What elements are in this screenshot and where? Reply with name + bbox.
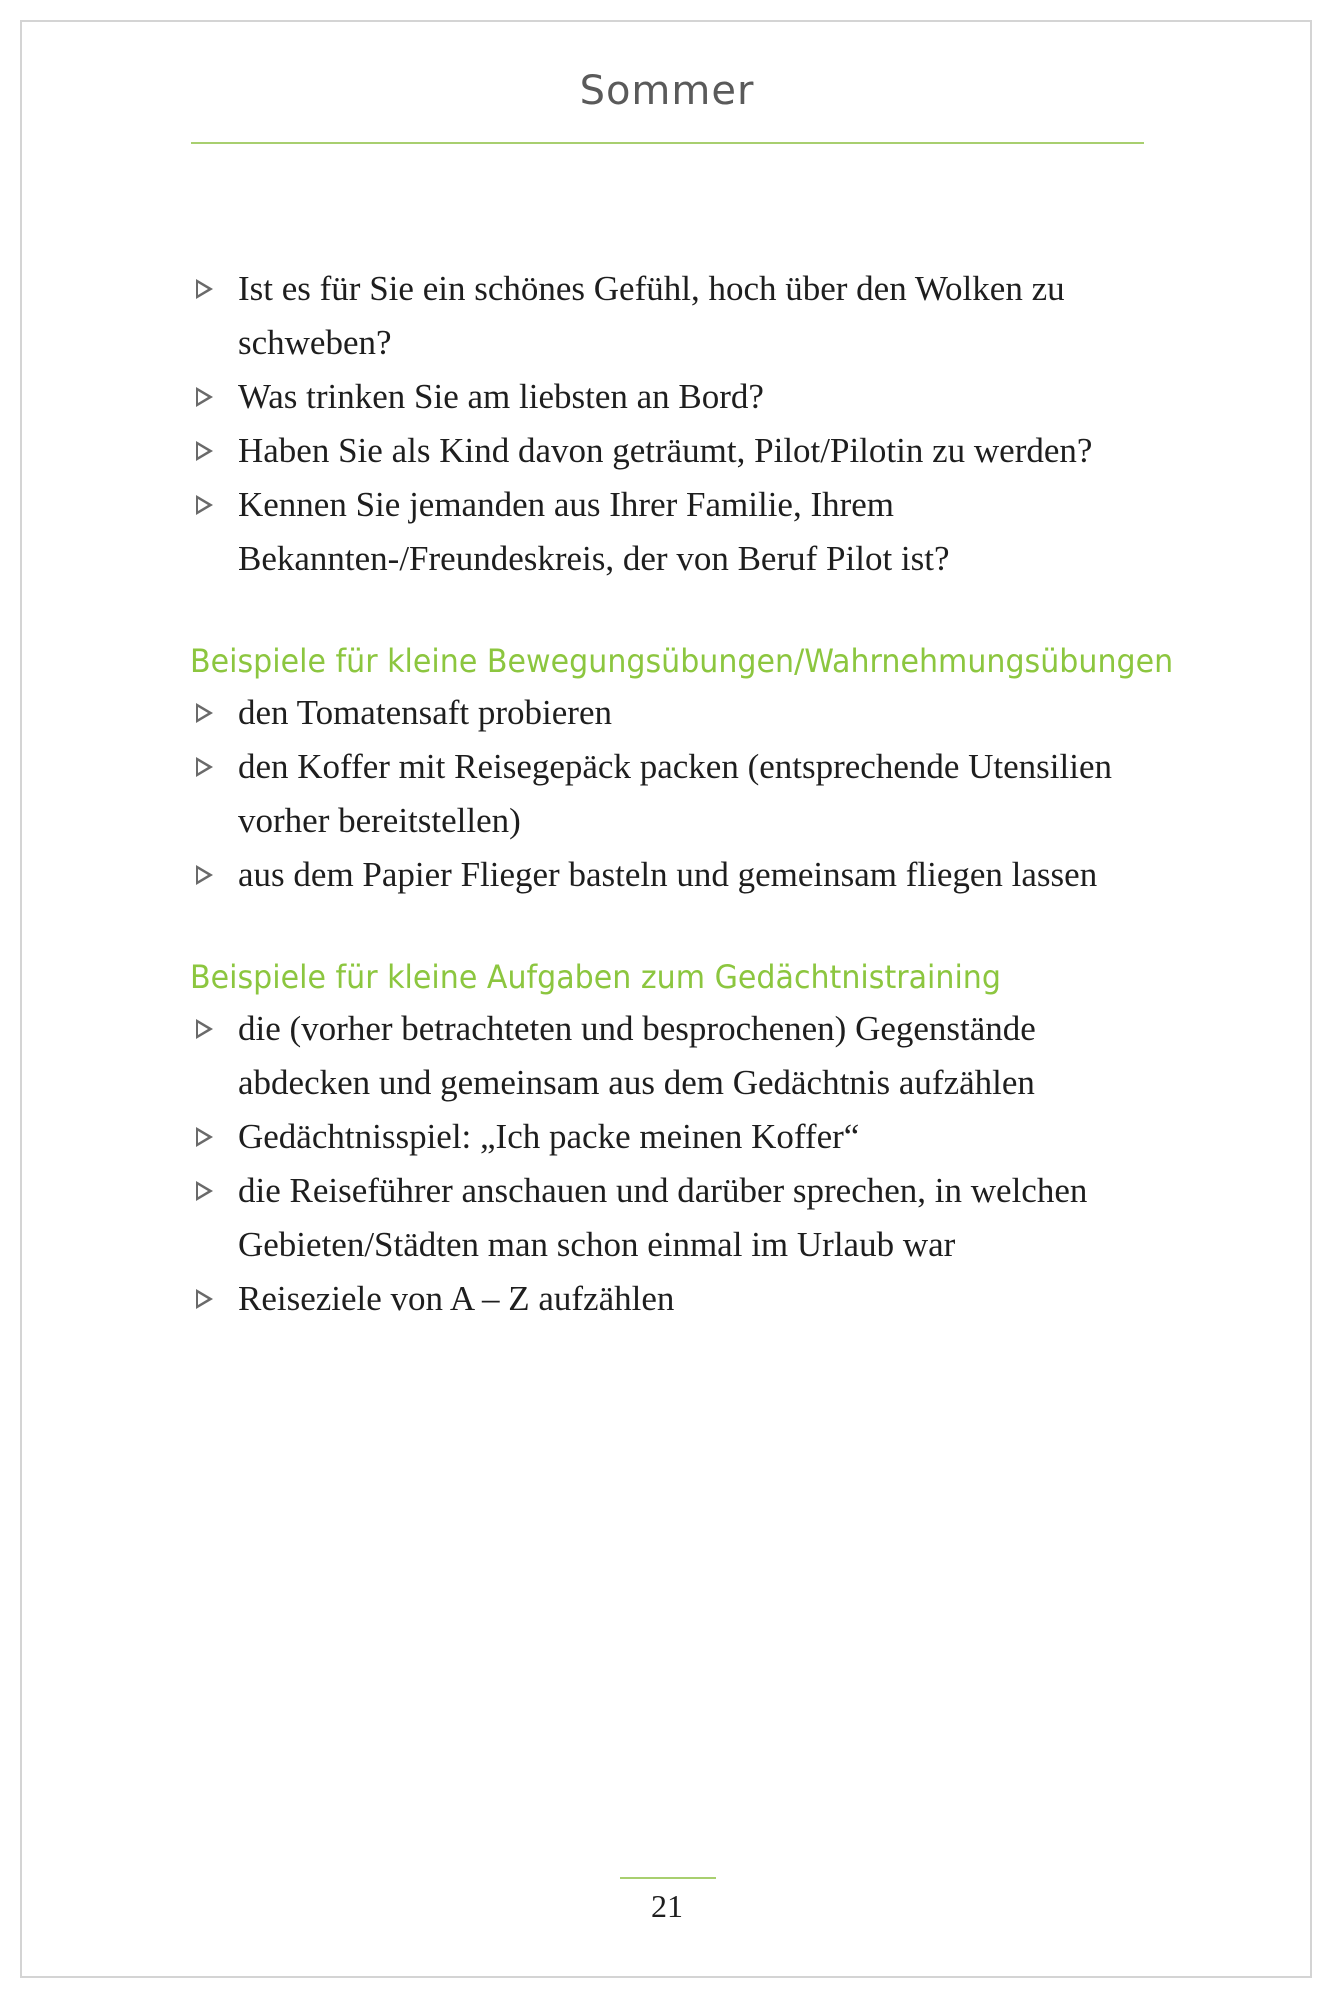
question-text: Kennen Sie jemanden aus Ihrer Familie, Ihrem Bekannten-/Freundeskreis, der von Beruf Pilot ist? (238, 485, 950, 578)
question-text: Was trinken Sie am liebsten an Bord? (238, 377, 764, 416)
list-item-text: aus dem Papier Flieger basteln und gemeinsam fliegen lassen (238, 855, 1098, 894)
triangle-bullet-icon (196, 1019, 213, 1039)
question-item (190, 424, 1150, 478)
list-item (190, 1110, 1150, 1164)
list-item (190, 1002, 1150, 1110)
page-content (190, 262, 1174, 1326)
triangle-bullet-icon (196, 703, 213, 723)
footer-rule (620, 1877, 716, 1879)
memory-list (190, 1002, 1150, 1326)
question-item (190, 478, 1150, 586)
list-item-text: die (vorher betrachteten und besprochenen) Gegenstände abdecken und gemeinsam aus dem Gedächtnis aufzählen (238, 1009, 1036, 1102)
triangle-bullet-icon (196, 757, 213, 777)
question-text: Haben Sie als Kind davon geträumt, Pilot/Pilotin zu werden? (238, 431, 1093, 470)
triangle-bullet-icon (196, 865, 213, 885)
list-item (190, 740, 1150, 848)
list-item-text: Reiseziele von A – Z aufzählen (238, 1279, 675, 1318)
page-number: 21 (651, 1888, 683, 1924)
question-item (190, 370, 1150, 424)
list-item (190, 1272, 1150, 1326)
triangle-bullet-icon (196, 279, 213, 299)
triangle-bullet-icon (196, 1181, 213, 1201)
list-item (190, 848, 1150, 902)
list-item (190, 1164, 1150, 1272)
question-list (190, 262, 1150, 586)
triangle-bullet-icon (196, 441, 213, 461)
triangle-bullet-icon (196, 1289, 213, 1309)
triangle-bullet-icon (196, 495, 213, 515)
list-item-text: den Tomatensaft probieren (238, 693, 612, 732)
running-head-title: Sommer (579, 68, 755, 114)
triangle-bullet-icon (196, 387, 213, 407)
list-item-text: den Koffer mit Reisegepäck packen (entsprechende Utensilien vorher bereitstellen) (238, 747, 1113, 840)
list-item-text: die Reiseführer anschauen und darüber sprechen, in welchen Gebieten/Städten man schon einmal im Urlaub war (238, 1171, 1088, 1264)
triangle-bullet-icon (196, 1127, 213, 1147)
memory-section-heading: Beispiele für kleine Aufgaben zum Gedächtnistraining (190, 958, 1001, 996)
question-text: Ist es für Sie ein schönes Gefühl, hoch über den Wolken zu schweben? (238, 269, 1065, 362)
movement-list (190, 686, 1150, 902)
list-item (190, 686, 1150, 740)
list-item-text: Gedächtnisspiel: „Ich packe meinen Koffer“ (238, 1117, 860, 1156)
movement-section-heading: Beispiele für kleine Bewegungsübungen/Wahrnehmungsübungen (190, 642, 1174, 680)
question-item (190, 262, 1150, 370)
header-rule (191, 142, 1144, 144)
